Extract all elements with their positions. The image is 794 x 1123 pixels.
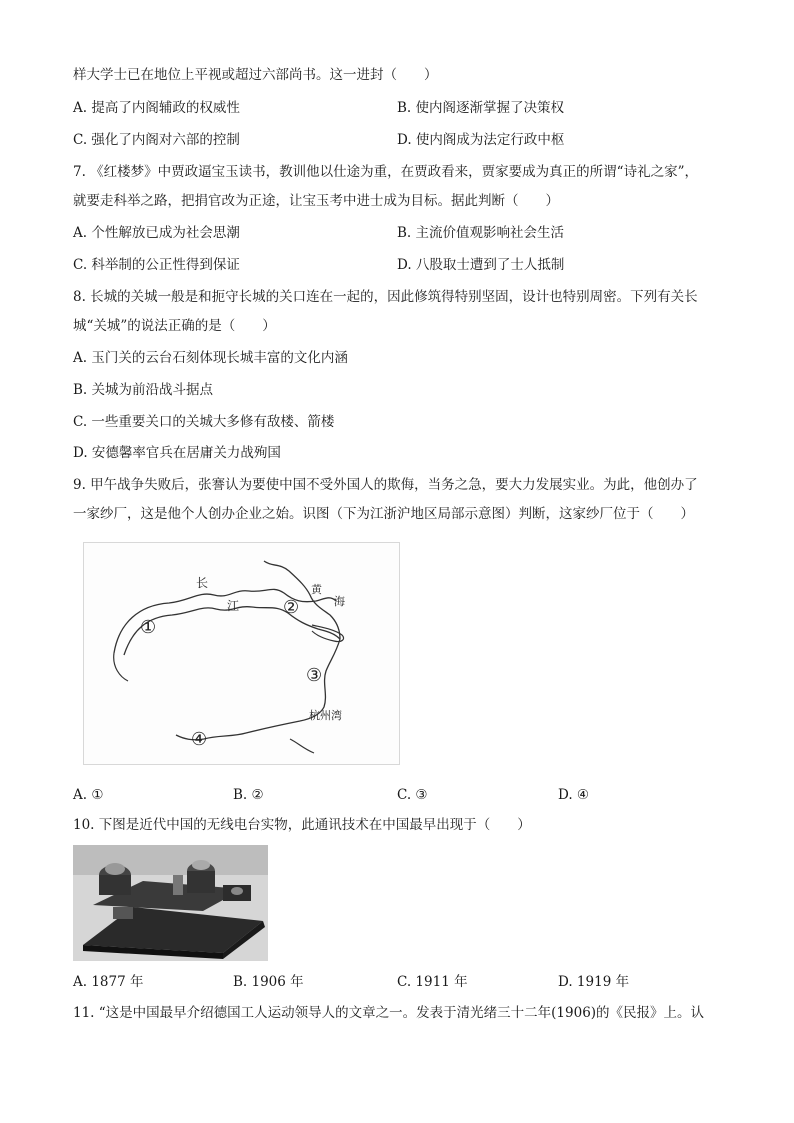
q8-option-a: A. 玉门关的云台石刻体现长城丰富的文化内涵 [73, 350, 348, 366]
q6-option-c: C. 强化了内阁对六部的控制 [73, 132, 240, 148]
q6-option-d: D. 使内阁成为法定行政中枢 [397, 132, 565, 148]
map-marker-3: ③ [306, 665, 323, 686]
q9-option-b: B. ② [233, 787, 264, 803]
q9-option-d: D. ④ [558, 787, 590, 803]
q8-option-c: C. 一些重要关口的关城大多修有敌楼、箭楼 [73, 414, 335, 430]
q7-stem-line1: 7. 《红楼梦》中贾政逼宝玉读书，教训他以仕途为重，在贾政看来，贾家要成为真正的所谓“诗礼之家”， [73, 164, 698, 180]
q8-stem-line2: 城“关城”的说法正确的是（ ） [73, 318, 276, 334]
coast-south-2 [290, 739, 314, 753]
coast-north [264, 561, 340, 639]
q6-stem-end: 样大学士已在地位上平视或超过六部尚书。这一进封（ ） [73, 67, 438, 83]
q6-option-a: A. 提高了内阁辅政的权威性 [73, 100, 240, 116]
q9-option-c: C. ③ [397, 787, 428, 803]
q10-option-d: D. 1919 年 [558, 974, 630, 990]
q7-option-b: B. 主流价值观影响社会生活 [397, 225, 565, 241]
map-drawing [84, 543, 399, 764]
map-label-jiang: 江 [227, 599, 240, 613]
q8-option-b: B. 关城为前沿战斗据点 [73, 382, 214, 398]
map-label-chang: 长 [196, 576, 209, 590]
q11-stem-line1: 11. “这是中国最早介绍德国工人运动领导人的文章之一。发表于清光绪三十二年(1906)的《民报》上。认 [73, 1005, 705, 1021]
q7-option-a: A. 个性解放已成为社会思潮 [73, 225, 240, 241]
map-label-hai: 海 [334, 595, 345, 608]
jiangzhehu-map [83, 542, 400, 765]
q9-stem-line2: 一家纱厂，这是他个人创办企业之始。识图（下为江浙沪地区局部示意图）判断，这家纱厂位于（ ） [73, 506, 694, 522]
map-label-hangzhouwan: 杭州湾 [309, 709, 342, 722]
map-marker-1: ① [140, 617, 157, 638]
q7-option-d: D. 八股取士遭到了士人抵制 [397, 257, 565, 273]
q7-option-c: C. 科举制的公正性得到保证 [73, 257, 240, 273]
estuary [312, 625, 344, 642]
q10-stem: 10. 下图是近代中国的无线电台实物，此通讯技术在中国最早出现于（ ） [73, 817, 531, 833]
map-label-huang: 黄 [311, 583, 322, 596]
map-marker-2: ② [283, 597, 300, 618]
radio-station-photo [73, 845, 268, 961]
q9-option-a: A. ① [73, 787, 104, 803]
q10-option-b: B. 1906 年 [233, 974, 304, 990]
q7-stem-line2: 就要走科举之路，把捐官改为正途，让宝玉考中进士成为目标。据此判断（ ） [73, 193, 559, 209]
q8-stem-line1: 8. 长城的关城一般是和扼守长城的关口连在一起的，因此修筑得特别坚固，设计也特别周密。下列有关长 [73, 289, 698, 305]
q8-option-d: D. 安德馨率官兵在居庸关力战殉国 [73, 445, 281, 461]
q6-option-b: B. 使内阁逐渐掌握了决策权 [397, 100, 565, 116]
river-lower-bank [124, 607, 340, 655]
radio-photo-drawing [73, 845, 268, 961]
map-marker-4: ④ [191, 729, 208, 750]
q9-stem-line1: 9. 甲午战争失败后，张謇认为要使中国不受外国人的欺侮，当务之急，要大力发展实业。为此，他创办了 [73, 477, 698, 493]
q10-option-c: C. 1911 年 [397, 974, 468, 990]
west-boundary [114, 653, 128, 681]
q10-option-a: A. 1877 年 [73, 974, 144, 990]
